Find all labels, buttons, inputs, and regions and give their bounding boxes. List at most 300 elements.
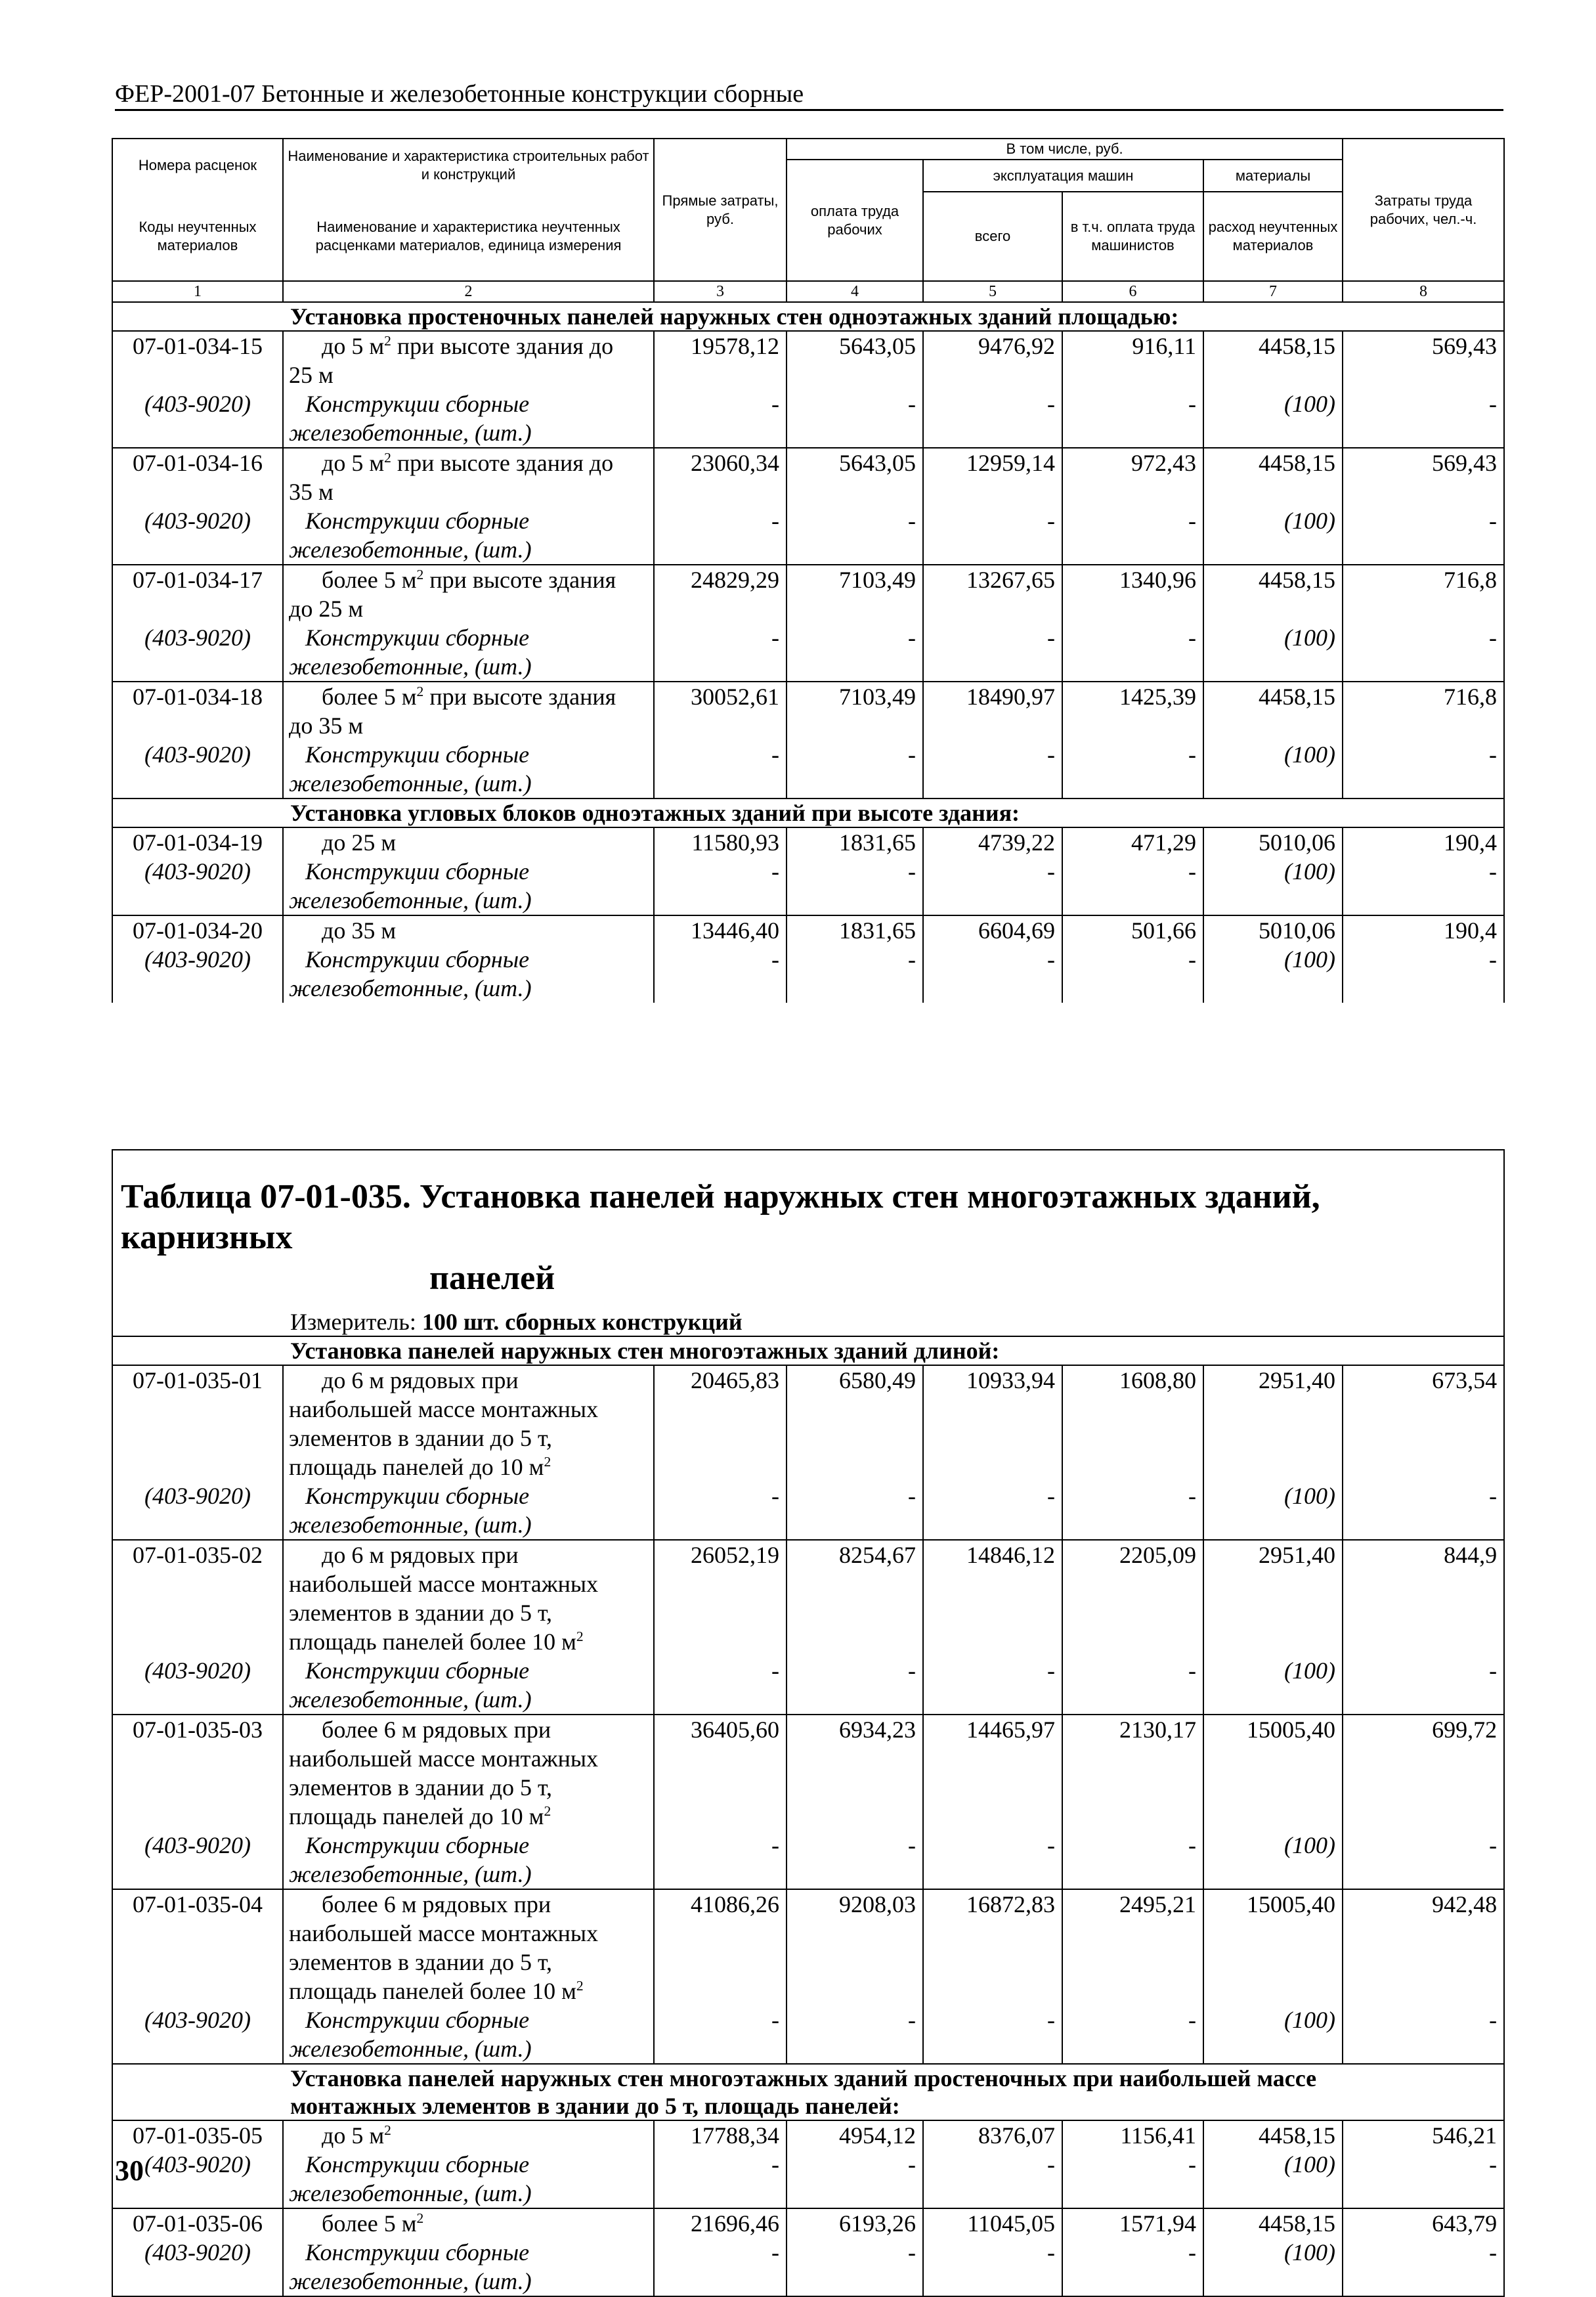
rate-name-sup: 2	[384, 333, 391, 349]
rate-name-line: наибольшей массе монтажных	[289, 1745, 599, 1772]
material-machines: -	[923, 1481, 1062, 1540]
rate-name-cont: 25 м	[289, 362, 334, 388]
material-consumption: (100)	[1203, 740, 1343, 798]
machinists-pay: 1608,80	[1062, 1365, 1203, 1481]
material-labor-hours: -	[1343, 389, 1504, 448]
rate-name	[283, 1540, 654, 1656]
rate-name-line: элементов в здании до 5 т,	[289, 1600, 553, 1626]
material-name-text: Конструкции сборные	[305, 741, 530, 768]
rate-name-line: элементов в здании до 5 т,	[289, 1774, 553, 1801]
material-code: (403-9020)	[112, 2238, 283, 2296]
direct-costs: 23060,34	[654, 448, 787, 506]
labor-hours: 716,8	[1343, 565, 1504, 623]
rate-name-sup: 2	[544, 1454, 551, 1470]
material-name	[283, 506, 654, 565]
material-machinists: -	[1062, 1831, 1203, 1889]
material-labor: -	[787, 2238, 923, 2296]
machines-total: 14465,97	[923, 1715, 1062, 1831]
material-consumption: (100)	[1203, 623, 1343, 682]
rate-name-text: более 5 м	[322, 2210, 417, 2237]
material-direct: -	[654, 1831, 787, 1889]
page-number: 30	[115, 2155, 144, 2187]
material-name-text: Конструкции сборные	[305, 391, 530, 417]
rate-name-line: площадь панелей до 10 м	[289, 1454, 544, 1480]
machines-total: 16872,83	[923, 1889, 1062, 2005]
material-labor-hours: -	[1343, 1656, 1504, 1715]
materials-cost: 4458,15	[1203, 2208, 1343, 2238]
column-number: 5	[923, 281, 1062, 302]
material-name	[283, 389, 654, 448]
section-title: Установка панелей наружных стен многоэтажных зданий длиной:	[112, 1336, 1504, 1365]
rate-code: 07-01-035-03	[112, 1715, 283, 1831]
material-machinists: -	[1062, 623, 1203, 682]
rate-row	[112, 448, 1504, 506]
rate-name	[283, 682, 654, 740]
rate-code: 07-01-035-05	[112, 2120, 283, 2150]
materials-cost: 2951,40	[1203, 1540, 1343, 1656]
material-machinists: -	[1062, 506, 1203, 565]
material-consumption: (100)	[1203, 506, 1343, 565]
rate-name-sup: 2	[416, 2210, 424, 2226]
material-code: (403-9020)	[112, 623, 283, 682]
materials-cost: 15005,40	[1203, 1715, 1343, 1831]
material-name	[283, 2005, 654, 2064]
header-row-1	[112, 139, 1504, 160]
labor-pay: 5643,05	[787, 448, 923, 506]
machines-total: 9476,92	[923, 331, 1062, 389]
labor-hours: 716,8	[1343, 682, 1504, 740]
labor-hours: 569,43	[1343, 448, 1504, 506]
material-name-cont: железобетонные, (шт.)	[289, 653, 532, 680]
rate-row	[112, 331, 1504, 389]
section-title-row	[112, 1336, 1504, 1365]
material-labor: -	[787, 740, 923, 798]
machinists-pay: 1340,96	[1062, 565, 1203, 623]
table-title	[112, 1150, 1504, 1299]
labor-hours: 673,54	[1343, 1365, 1504, 1481]
section-title-line-1: Установка панелей наружных стен многоэтажных зданий простеночных при наибольшей массе	[290, 2065, 1317, 2091]
column-number: 4	[787, 281, 923, 302]
rate-name-line: наибольшей массе монтажных	[289, 1920, 599, 1946]
material-name-text: Конструкции сборные	[305, 2151, 530, 2177]
rates-table-035	[112, 1149, 1505, 2297]
machinists-pay: 1425,39	[1062, 682, 1203, 740]
material-machines: -	[923, 1656, 1062, 1715]
machines-total: 12959,14	[923, 448, 1062, 506]
machines-total: 10933,94	[923, 1365, 1062, 1481]
material-machinists: -	[1062, 2238, 1203, 2296]
rate-code: 07-01-034-19	[112, 827, 283, 857]
material-name-cont: железобетонные, (шт.)	[289, 1512, 532, 1538]
material-labor-hours: -	[1343, 945, 1504, 1003]
machines-total: 8376,07	[923, 2120, 1062, 2150]
material-direct: -	[654, 2005, 787, 2064]
materials-cost: 4458,15	[1203, 331, 1343, 389]
section-title	[112, 2064, 1504, 2120]
rate-row	[112, 1365, 1504, 1481]
rate-name	[283, 2208, 654, 2238]
rate-name-line: наибольшей массе монтажных	[289, 1571, 599, 1597]
material-labor-hours: -	[1343, 2238, 1504, 2296]
rate-name-sup: 2	[416, 684, 424, 699]
header-materials: материалы	[1203, 160, 1343, 192]
material-labor: -	[787, 945, 923, 1003]
rate-code: 07-01-034-16	[112, 448, 283, 506]
material-direct: -	[654, 2238, 787, 2296]
material-labor: -	[787, 1831, 923, 1889]
machines-total: 6604,69	[923, 915, 1062, 945]
material-consumption: (100)	[1203, 2238, 1343, 2296]
rate-name-text: до 5 м	[322, 450, 385, 476]
direct-costs: 13446,40	[654, 915, 787, 945]
direct-costs: 41086,26	[654, 1889, 787, 2005]
header-machinists-pay: в т.ч. оплата труда машинистов	[1062, 192, 1203, 281]
header-including: В том числе, руб.	[787, 139, 1343, 160]
rate-row	[112, 1889, 1504, 2005]
materials-cost: 4458,15	[1203, 682, 1343, 740]
materials-cost: 4458,15	[1203, 2120, 1343, 2150]
material-row	[112, 2005, 1504, 2064]
table-title-row	[112, 1150, 1504, 1299]
material-code: (403-9020)	[112, 2150, 283, 2208]
rate-name-text: при высоте здания до	[391, 333, 614, 359]
rate-name-line: более 6 м рядовых при	[322, 1891, 551, 1917]
page-header: ФЕР-2001-07 Бетонные и железобетонные конструкции сборные	[115, 79, 1503, 111]
material-code: (403-9020)	[112, 506, 283, 565]
column-numbers-row	[112, 281, 1504, 302]
material-name-text: Конструкции сборные	[305, 2007, 530, 2033]
material-row	[112, 2150, 1504, 2208]
rate-name	[283, 331, 654, 389]
meter-value: 100 шт. сборных конструкций	[421, 1309, 743, 1335]
material-code: (403-9020)	[112, 1656, 283, 1715]
labor-hours: 942,48	[1343, 1889, 1504, 2005]
material-labor-hours: -	[1343, 2150, 1504, 2208]
rate-row	[112, 915, 1504, 945]
material-labor: -	[787, 1481, 923, 1540]
labor-hours: 643,79	[1343, 2208, 1504, 2238]
material-labor: -	[787, 2005, 923, 2064]
rate-name-cont: до 25 м	[289, 596, 364, 622]
material-name	[283, 857, 654, 915]
machinists-pay: 2205,09	[1062, 1540, 1203, 1656]
machinists-pay: 916,11	[1062, 331, 1203, 389]
labor-pay: 7103,49	[787, 565, 923, 623]
direct-costs: 19578,12	[654, 331, 787, 389]
material-row	[112, 740, 1504, 798]
machines-total: 18490,97	[923, 682, 1062, 740]
header-materials-codes: Коды неучтенных материалов	[112, 192, 283, 281]
rate-name-text: до 5 м	[322, 2122, 385, 2149]
labor-hours: 844,9	[1343, 1540, 1504, 1656]
header-material-name: Наименование и характеристика неучтенных расценками материалов, единица измерения	[283, 192, 654, 281]
material-name-cont: железобетонные, (шт.)	[289, 887, 532, 913]
rate-name-text: более 5 м	[322, 567, 417, 593]
material-row	[112, 1831, 1504, 1889]
material-name	[283, 1481, 654, 1540]
rate-name	[283, 2120, 654, 2150]
section-title-row	[112, 302, 1504, 331]
labor-pay: 1831,65	[787, 915, 923, 945]
machinists-pay: 1571,94	[1062, 2208, 1203, 2238]
material-direct: -	[654, 945, 787, 1003]
rate-code: 07-01-035-04	[112, 1889, 283, 2005]
material-name-cont: железобетонные, (шт.)	[289, 536, 532, 563]
header-labor-costs: Затраты труда рабочих, чел.-ч.	[1343, 139, 1504, 281]
machines-total: 4739,22	[923, 827, 1062, 857]
material-labor: -	[787, 506, 923, 565]
material-machinists: -	[1062, 945, 1203, 1003]
machinists-pay: 471,29	[1062, 827, 1203, 857]
material-name	[283, 2238, 654, 2296]
material-row	[112, 1656, 1504, 1715]
material-consumption: (100)	[1203, 1831, 1343, 1889]
material-consumption: (100)	[1203, 2005, 1343, 2064]
material-machines: -	[923, 945, 1062, 1003]
rate-name-line: до 6 м рядовых при	[322, 1542, 519, 1568]
material-labor-hours: -	[1343, 740, 1504, 798]
machines-total: 14846,12	[923, 1540, 1062, 1656]
material-code: (403-9020)	[112, 740, 283, 798]
material-labor-hours: -	[1343, 506, 1504, 565]
rate-name	[283, 915, 654, 945]
material-code: (403-9020)	[112, 389, 283, 448]
rate-row	[112, 2208, 1504, 2238]
rate-row	[112, 1540, 1504, 1656]
machines-total: 11045,05	[923, 2208, 1062, 2238]
material-direct: -	[654, 2150, 787, 2208]
direct-costs: 21696,46	[654, 2208, 787, 2238]
rate-name-text: более 5 м	[322, 684, 417, 710]
material-consumption: (100)	[1203, 1481, 1343, 1540]
material-name-text: Конструкции сборные	[305, 2239, 530, 2265]
material-labor-hours: -	[1343, 857, 1504, 915]
material-direct: -	[654, 506, 787, 565]
material-machines: -	[923, 2238, 1062, 2296]
material-code: (403-9020)	[112, 2005, 283, 2064]
labor-pay: 6934,23	[787, 1715, 923, 1831]
rate-name-text: до 25 м	[322, 829, 397, 856]
rate-row	[112, 565, 1504, 623]
labor-hours: 190,4	[1343, 915, 1504, 945]
labor-pay: 1831,65	[787, 827, 923, 857]
rate-name-line: до 6 м рядовых при	[322, 1367, 519, 1393]
labor-pay: 9208,03	[787, 1889, 923, 2005]
material-name-cont: железобетонные, (шт.)	[289, 2036, 532, 2062]
material-code: (403-9020)	[112, 857, 283, 915]
section-title-line-2: монтажных элементов в здании до 5 т, площадь панелей:	[290, 2093, 900, 2119]
machinists-pay: 2495,21	[1062, 1889, 1203, 2005]
material-name	[283, 945, 654, 1003]
machinists-pay: 2130,17	[1062, 1715, 1203, 1831]
rate-row	[112, 827, 1504, 857]
direct-costs: 26052,19	[654, 1540, 787, 1656]
material-code: (403-9020)	[112, 945, 283, 1003]
material-name	[283, 1831, 654, 1889]
column-number: 1	[112, 281, 283, 302]
rate-code: 07-01-035-06	[112, 2208, 283, 2238]
material-consumption: (100)	[1203, 2150, 1343, 2208]
material-name	[283, 2150, 654, 2208]
material-row	[112, 1481, 1504, 1540]
material-name-cont: железобетонные, (шт.)	[289, 1686, 532, 1713]
column-number: 6	[1062, 281, 1203, 302]
material-direct: -	[654, 623, 787, 682]
materials-cost: 4458,15	[1203, 448, 1343, 506]
meter-row	[112, 1299, 1504, 1336]
material-consumption: (100)	[1203, 1656, 1343, 1715]
header-materials-consumption: расход неучтенных материалов	[1203, 192, 1343, 281]
direct-costs: 17788,34	[654, 2120, 787, 2150]
material-name-cont: железобетонные, (шт.)	[289, 975, 532, 1001]
material-consumption: (100)	[1203, 945, 1343, 1003]
material-machinists: -	[1062, 389, 1203, 448]
rate-name-text: при высоте здания до	[391, 450, 614, 476]
rate-name-line: площадь панелей до 10 м	[289, 1803, 544, 1829]
material-name-cont: железобетонные, (шт.)	[289, 770, 532, 797]
material-direct: -	[654, 389, 787, 448]
rate-row	[112, 682, 1504, 740]
rate-name-cont: 35 м	[289, 479, 334, 505]
labor-pay: 8254,67	[787, 1540, 923, 1656]
rate-name	[283, 1715, 654, 1831]
material-machines: -	[923, 740, 1062, 798]
material-name	[283, 740, 654, 798]
header-labor-pay: оплата труда рабочих	[787, 160, 923, 281]
direct-costs: 30052,61	[654, 682, 787, 740]
material-name	[283, 623, 654, 682]
rate-name	[283, 448, 654, 506]
rate-name-sup: 2	[384, 450, 391, 466]
rate-name-line: площадь панелей более 10 м	[289, 1629, 576, 1655]
section-title: Установка угловых блоков одноэтажных зданий при высоте здания:	[112, 798, 1504, 827]
rate-name	[283, 1365, 654, 1481]
material-row	[112, 857, 1504, 915]
material-code: (403-9020)	[112, 1831, 283, 1889]
machinists-pay: 501,66	[1062, 915, 1203, 945]
materials-cost: 15005,40	[1203, 1889, 1343, 2005]
labor-pay: 5643,05	[787, 331, 923, 389]
rate-name-sup: 2	[576, 1978, 584, 1994]
material-name-cont: железобетонные, (шт.)	[289, 2268, 532, 2294]
material-direct: -	[654, 740, 787, 798]
machinists-pay: 1156,41	[1062, 2120, 1203, 2150]
rates-table-034	[112, 138, 1505, 1003]
direct-costs: 11580,93	[654, 827, 787, 857]
material-labor: -	[787, 389, 923, 448]
material-machinists: -	[1062, 1481, 1203, 1540]
labor-pay: 4954,12	[787, 2120, 923, 2150]
material-name-text: Конструкции сборные	[305, 858, 530, 885]
section-title: Установка простеночных панелей наружных стен одноэтажных зданий площадью:	[112, 302, 1504, 331]
material-machines: -	[923, 2150, 1062, 2208]
rate-name-text: при высоте здания	[423, 684, 616, 710]
material-consumption: (100)	[1203, 389, 1343, 448]
materials-cost: 4458,15	[1203, 565, 1343, 623]
machines-total: 13267,65	[923, 565, 1062, 623]
column-number: 2	[283, 281, 654, 302]
material-labor-hours: -	[1343, 1481, 1504, 1540]
material-labor-hours: -	[1343, 2005, 1504, 2064]
rate-name-sup: 2	[544, 1803, 551, 1819]
column-number: 8	[1343, 281, 1504, 302]
materials-cost: 5010,06	[1203, 827, 1343, 857]
material-consumption: (100)	[1203, 857, 1343, 915]
labor-hours: 190,4	[1343, 827, 1504, 857]
material-machinists: -	[1062, 1656, 1203, 1715]
table-title-line-1: Таблица 07-01-035. Установка панелей наружных стен многоэтажных зданий, карнизных	[121, 1178, 1320, 1256]
material-labor: -	[787, 2150, 923, 2208]
column-number: 3	[654, 281, 787, 302]
rate-row	[112, 2120, 1504, 2150]
material-name-text: Конструкции сборные	[305, 1657, 530, 1684]
material-machines: -	[923, 623, 1062, 682]
material-name-cont: железобетонные, (шт.)	[289, 1861, 532, 1887]
material-direct: -	[654, 1656, 787, 1715]
rate-code: 07-01-035-01	[112, 1365, 283, 1481]
rate-code: 07-01-035-02	[112, 1540, 283, 1656]
material-labor-hours: -	[1343, 623, 1504, 682]
material-machines: -	[923, 2005, 1062, 2064]
header-machines: эксплуатация машин	[923, 160, 1203, 192]
rate-name-sup: 2	[576, 1629, 584, 1644]
rate-name-line: наибольшей массе монтажных	[289, 1396, 599, 1422]
labor-hours: 699,72	[1343, 1715, 1504, 1831]
material-machines: -	[923, 506, 1062, 565]
material-row	[112, 2238, 1504, 2296]
section-title-row	[112, 2064, 1504, 2120]
material-direct: -	[654, 1481, 787, 1540]
material-name-text: Конструкции сборные	[305, 624, 530, 651]
rate-name	[283, 827, 654, 857]
rate-code: 07-01-034-18	[112, 682, 283, 740]
material-row	[112, 506, 1504, 565]
material-name-text: Конструкции сборные	[305, 946, 530, 973]
rate-name-line: элементов в здании до 5 т,	[289, 1949, 553, 1975]
labor-pay: 7103,49	[787, 682, 923, 740]
header-rates-numbers: Номера расценок	[112, 139, 283, 192]
material-machinists: -	[1062, 857, 1203, 915]
material-machines: -	[923, 389, 1062, 448]
material-name-text: Конструкции сборные	[305, 508, 530, 534]
direct-costs: 36405,60	[654, 1715, 787, 1831]
material-labor-hours: -	[1343, 1831, 1504, 1889]
material-machinists: -	[1062, 2150, 1203, 2208]
material-name-cont: железобетонные, (шт.)	[289, 420, 532, 446]
labor-pay: 6580,49	[787, 1365, 923, 1481]
labor-hours: 546,21	[1343, 2120, 1504, 2150]
header-direct-costs: Прямые затраты, руб.	[654, 139, 787, 281]
meter	[112, 1299, 1504, 1336]
labor-pay: 6193,26	[787, 2208, 923, 2238]
rate-name-line: более 6 м рядовых при	[322, 1717, 551, 1743]
direct-costs: 20465,83	[654, 1365, 787, 1481]
material-code: (403-9020)	[112, 1481, 283, 1540]
material-name-cont: железобетонные, (шт.)	[289, 2180, 532, 2206]
material-machinists: -	[1062, 2005, 1203, 2064]
material-machinists: -	[1062, 740, 1203, 798]
column-number: 7	[1203, 281, 1343, 302]
material-row	[112, 623, 1504, 682]
direct-costs: 24829,29	[654, 565, 787, 623]
rate-name-text: при высоте здания	[423, 567, 616, 593]
material-machines: -	[923, 857, 1062, 915]
rate-name-cont: до 35 м	[289, 712, 364, 739]
header-work-name: Наименование и характеристика строительных работ и конструкций	[283, 139, 654, 192]
material-direct: -	[654, 857, 787, 915]
rate-code: 07-01-034-17	[112, 565, 283, 623]
machinists-pay: 972,43	[1062, 448, 1203, 506]
